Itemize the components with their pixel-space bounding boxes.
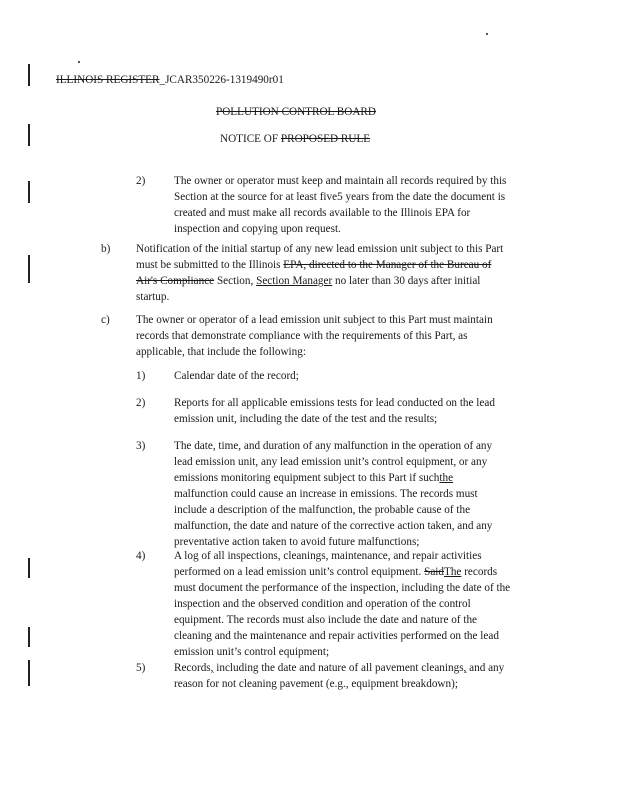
sub-4-text bbox=[174, 548, 510, 660]
change-bar bbox=[28, 627, 30, 647]
text-line: applicable, that include the following: bbox=[136, 346, 306, 358]
register-header bbox=[56, 72, 284, 88]
text-line: The owner or operator must keep and maintain all records required by this bbox=[174, 175, 507, 187]
deleted-text: Said bbox=[424, 566, 444, 578]
text-line: reason for not cleaning pavement (e.g., equipment breakdown); bbox=[174, 678, 458, 690]
item-b-label: b) bbox=[101, 243, 111, 255]
text-plain: including the date and nature of all pavement cleanings bbox=[213, 662, 464, 674]
register-id: _JCAR350226-1319490r01 bbox=[159, 74, 284, 86]
item-c-label: c) bbox=[101, 314, 110, 326]
deleted-text: EPA, directed to the Manager of the Bureau of bbox=[283, 259, 492, 271]
sub-5-label: 5) bbox=[136, 662, 146, 674]
text-plain: must be submitted to the Illinois bbox=[136, 259, 284, 271]
sub-4-label: 4) bbox=[136, 550, 146, 562]
text-line: cleaning and the maintenance and repair activities performed on the lead bbox=[174, 630, 499, 642]
text-line bbox=[136, 257, 503, 273]
text-plain: and any bbox=[466, 662, 505, 674]
text-line: malfunction, the date and nature of the corrective action taken, and any bbox=[174, 520, 493, 532]
text-line: The owner or operator of a lead emission unit subject to this Part must maintain bbox=[136, 314, 493, 326]
inserted-text: The bbox=[444, 566, 462, 578]
text-line bbox=[174, 660, 504, 676]
change-bar bbox=[28, 124, 30, 146]
item-2-text bbox=[174, 173, 506, 237]
sub-1-text bbox=[174, 368, 299, 384]
text-line: inspection and copying upon request. bbox=[174, 223, 341, 235]
item-2-label: 2) bbox=[136, 175, 146, 187]
change-bar bbox=[28, 181, 30, 203]
text-line: preventative action taken to avoid future malfunctions; bbox=[174, 536, 420, 548]
text-plain: records bbox=[461, 566, 498, 578]
text-line: emission unit, including the date of the test and the results; bbox=[174, 413, 438, 425]
text-line bbox=[174, 564, 510, 580]
text-line: equipment. The records must also include the date and nature of the bbox=[174, 614, 478, 626]
board-title: POLLUTION CONTROL BOARD bbox=[216, 106, 376, 118]
text-line: inspection and the observed condition and operation of the control bbox=[174, 598, 471, 610]
item-b-text bbox=[136, 241, 503, 305]
change-bar bbox=[28, 558, 30, 578]
text-plain: Section, bbox=[214, 275, 257, 287]
inserted-text: , bbox=[463, 662, 467, 674]
sub-3-text bbox=[174, 438, 492, 550]
text-line: lead emission unit, any lead emission unit’s control equipment, or any bbox=[174, 456, 488, 468]
notice-title bbox=[220, 131, 370, 147]
change-bar bbox=[28, 255, 30, 283]
inserted-text: , bbox=[210, 662, 214, 674]
text-line: records that demonstrate compliance with the requirements of this Part, as bbox=[136, 330, 468, 342]
text-line bbox=[174, 470, 492, 486]
text-plain: emissions monitoring equipment subject to this Part if such bbox=[174, 472, 440, 484]
text-plain: Records bbox=[174, 662, 211, 674]
text-line: emission unit’s control equipment; bbox=[174, 646, 330, 658]
item-c-text bbox=[136, 312, 493, 360]
notice-strike: PROPOSED RULE bbox=[280, 133, 371, 145]
text-plain: no later than 30 days after initial bbox=[332, 275, 481, 287]
text-line: Notification of the initial startup of any new lead emission unit subject to this Part bbox=[136, 243, 504, 255]
text-line: include a description of the malfunction, the probable cause of the bbox=[174, 504, 471, 516]
text-line: startup. bbox=[136, 291, 170, 303]
sub-2-label: 2) bbox=[136, 397, 146, 409]
text-line: created and must make all records available to the Illinois EPA for bbox=[174, 207, 471, 219]
scan-speck bbox=[486, 33, 488, 35]
register-strike: ILLINOIS REGISTER bbox=[56, 74, 160, 86]
inserted-text: Section Manager bbox=[256, 275, 333, 287]
notice-plain: NOTICE OF bbox=[220, 133, 281, 145]
sub-5-text bbox=[174, 660, 504, 692]
text-line: malfunction could cause an increase in emissions. The records must bbox=[174, 488, 478, 500]
text-line: must document the performance of the inspection, including the date of the bbox=[174, 582, 511, 594]
text-line: Calendar date of the record; bbox=[174, 370, 299, 382]
text-line bbox=[136, 273, 503, 289]
text-line: Reports for all applicable emissions tests for lead conducted on the lead bbox=[174, 397, 495, 409]
scan-speck bbox=[78, 61, 80, 63]
text-plain: performed on a lead emission unit’s control equipment. bbox=[174, 566, 425, 578]
change-bar bbox=[28, 64, 30, 86]
text-line: Section at the source for at least five5 years from the date the document is bbox=[174, 191, 506, 203]
sub-1-label: 1) bbox=[136, 370, 146, 382]
deleted-text: Air's Compliance bbox=[136, 275, 215, 287]
sub-3-label: 3) bbox=[136, 440, 146, 452]
sub-2-text bbox=[174, 395, 495, 427]
text-line: A log of all inspections, cleanings, maintenance, and repair activities bbox=[174, 550, 482, 562]
change-bar bbox=[28, 660, 30, 686]
text-line: The date, time, and duration of any malfunction in the operation of any bbox=[174, 440, 493, 452]
inserted-text: the bbox=[439, 472, 454, 484]
